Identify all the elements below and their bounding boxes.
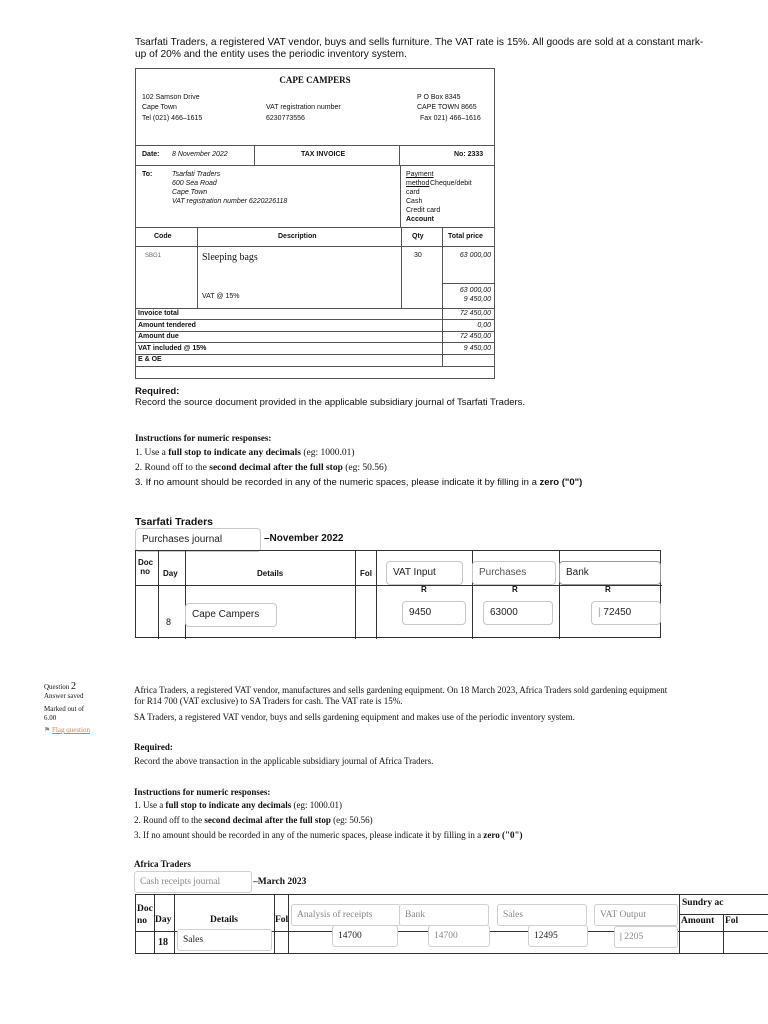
invoice-subtotal: 63 000,00 xyxy=(459,287,491,294)
column-header-total: Total price xyxy=(448,233,483,240)
invoice-address-line: Tel (021) 466–1615 xyxy=(142,115,203,122)
instruction-item: 1. Use a full stop to indicate any decimals (eg: 1000.01) xyxy=(135,448,355,458)
vat-output-header[interactable]: VAT Output xyxy=(594,904,678,926)
required-text-2: Record the above transaction in the applicable subsidiary journal of Africa Traders. xyxy=(134,756,434,766)
payment-option: Credit card xyxy=(406,207,441,214)
instruction-item: 3. If no amount should be recorded in any of the numeric spaces, please indicate it by filling in a zero ("0") xyxy=(135,477,583,488)
header-doc-no-2: Doc no xyxy=(137,904,153,926)
invoice-address-line: Cape Town xyxy=(142,104,177,111)
customer-line: Tsarfati Traders xyxy=(172,171,221,178)
marks-value: 6.00 xyxy=(44,714,57,722)
required-text: Record the source document provided in the applicable subsidiary journal of Tsarfati Traders. xyxy=(135,397,526,408)
instructions-heading: Instructions for numeric responses: xyxy=(135,433,272,443)
question-info-panel xyxy=(44,682,90,735)
item-qty: 30 xyxy=(414,252,422,259)
invoice-vat-amount: 9 450,00 xyxy=(463,296,491,303)
row-day: 8 xyxy=(166,617,172,627)
currency-label: R xyxy=(421,585,427,594)
analysis-amount[interactable]: 14700 xyxy=(332,925,398,947)
row-day-2: 18 xyxy=(158,937,168,948)
journal-period: –November 2022 xyxy=(264,533,344,544)
customer-line: Cape Town xyxy=(172,189,208,196)
details-input-2[interactable]: Sales xyxy=(177,929,272,951)
payment-option: Cash xyxy=(406,198,423,205)
vat-input-amount[interactable]: 9450 xyxy=(402,601,466,625)
flag-icon: ⚑ xyxy=(44,726,51,734)
summary-label: E & OE xyxy=(138,356,162,363)
summary-value: 72 450,00 xyxy=(459,333,491,340)
method-label: method xyxy=(406,180,430,187)
invoice-company-name: CAPE CAMPERS xyxy=(279,75,351,85)
invoice-po-line: Fax 021) 466–1616 xyxy=(420,115,481,122)
column-header-qty: Qty xyxy=(412,233,424,240)
item-description: Sleeping bags xyxy=(202,252,258,263)
question-label: Question 2 xyxy=(44,681,77,692)
required-heading: Required: xyxy=(135,386,180,397)
header-details: Details xyxy=(257,569,284,578)
summary-label: Amount due xyxy=(138,333,179,340)
instruction-item: 2. Round off to the second decimal after the full stop (eg: 50.56) xyxy=(134,815,373,825)
payment-option: Account xyxy=(406,216,434,223)
invoice-to-label: To: xyxy=(142,171,153,178)
journal-type-select[interactable]: Purchases journal xyxy=(135,528,261,552)
sales-amount[interactable]: 12495 xyxy=(528,925,588,947)
instruction-item: 1. Use a full stop to indicate any decimals (eg: 1000.01) xyxy=(134,800,343,810)
payment-label: Payment xyxy=(406,171,434,178)
summary-label: Amount tendered xyxy=(138,322,196,329)
vat-line-label: VAT @ 15% xyxy=(202,293,240,300)
question-1-intro: Tsarfati Traders, a registered VAT vendor, buys and sells furniture. The VAT rate is 15%. All goods are sold at a constant mark-up of 20% and the entity uses the periodic inventory system. xyxy=(135,37,704,60)
bank-amount[interactable]: | 72450 xyxy=(591,601,661,625)
header-sundry: Sundry ac xyxy=(682,898,724,908)
instruction-item: 3. If no amount should be recorded in any of the numeric spaces, please indicate it by filling in a zero ("0") xyxy=(134,830,523,840)
invoice-date-label: Date: xyxy=(142,151,160,158)
required-heading-2: Required: xyxy=(134,742,173,752)
column-header-code: Code xyxy=(154,233,172,240)
header-day: Day xyxy=(163,569,178,578)
invoice-type: TAX INVOICE xyxy=(301,151,346,158)
payment-option: Cheque/debit xyxy=(430,180,472,187)
header-bank-field[interactable]: Bank xyxy=(559,561,661,585)
details-input[interactable]: Cape Campers xyxy=(185,603,277,627)
invoice-po-line: P O Box 8345 xyxy=(417,94,461,101)
journal-entity-name-2: Africa Traders xyxy=(134,859,191,869)
purchases-journal-table xyxy=(135,550,661,638)
instruction-item: 2. Round off to the second decimal after the full stop (eg: 50.56) xyxy=(135,463,387,473)
column-header-description: Description xyxy=(278,233,317,240)
invoice-number: No: 2333 xyxy=(454,151,484,158)
question-2-intro: Africa Traders, a registered VAT vendor, manufactures and sells gardening equipment. On 18 March 2023, Africa Traders sold gardening equipment for R14 700 (VAT exclusive) to SA Traders for cash. The VAT rate is 15%. xyxy=(134,685,668,706)
tax-invoice-document xyxy=(135,68,495,379)
header-details-2: Details xyxy=(210,915,238,925)
question-2-intro-2: SA Traders, a registered VAT vendor, buys and sells gardening equipment and makes use of the periodic inventory system. xyxy=(134,712,575,722)
analysis-of-receipts-header[interactable]: Analysis of receipts xyxy=(291,904,401,926)
summary-label: Invoice total xyxy=(138,310,179,317)
invoice-date: 8 November 2022 xyxy=(172,151,228,158)
customer-line: VAT registration number 6220226118 xyxy=(172,198,288,205)
marks-label: Marked out of xyxy=(44,705,85,713)
summary-label: VAT included @ 15% xyxy=(138,345,207,352)
bank-header[interactable]: Bank xyxy=(399,904,489,926)
payment-option: card xyxy=(406,189,420,196)
currency-label: R xyxy=(605,585,611,594)
flag-question-link[interactable]: ⚑ Flag question xyxy=(44,726,90,734)
summary-value: 9 450,00 xyxy=(463,345,491,352)
purchases-amount[interactable]: 63000 xyxy=(483,601,553,625)
vat-output-amount[interactable]: | 2205 xyxy=(614,926,678,948)
instructions-heading-2: Instructions for numeric responses: xyxy=(134,787,271,797)
bank-amount-2[interactable]: 14700 xyxy=(428,925,490,947)
header-fol-sundry: Fol xyxy=(725,916,739,926)
vat-registration-number: 6230773556 xyxy=(266,115,305,122)
journal-type-select-2[interactable]: Cash receipts journal xyxy=(134,871,252,893)
header-fol: Fol xyxy=(360,569,372,578)
header-amount: Amount xyxy=(681,916,715,926)
header-fol-2: Fol xyxy=(275,915,289,925)
answer-status: Answer saved xyxy=(44,692,84,700)
customer-line: 600 Sea Road xyxy=(172,180,217,187)
vat-registration-label: VAT registration number xyxy=(266,104,341,111)
header-purchases-field[interactable]: Purchases xyxy=(472,561,556,585)
sales-header[interactable]: Sales xyxy=(497,904,587,926)
journal-period-2: –March 2023 xyxy=(253,877,307,887)
item-code: SBG1 xyxy=(145,253,162,259)
header-vat-input-field[interactable]: VAT Input xyxy=(386,561,463,585)
journal-entity-name: Tsarfati Traders xyxy=(135,516,214,528)
header-doc-no: Doc no xyxy=(138,558,154,576)
item-total: 63 000,00 xyxy=(459,252,491,259)
summary-value: 72 450,00 xyxy=(459,310,491,317)
invoice-address-line: 102 Samson Drive xyxy=(142,94,200,101)
invoice-po-line: CAPE TOWN 8665 xyxy=(417,104,477,111)
currency-label: R xyxy=(512,585,518,594)
header-day-2: Day xyxy=(155,915,172,925)
cash-receipts-journal-table xyxy=(135,894,768,954)
summary-value: 0,00 xyxy=(477,322,491,329)
